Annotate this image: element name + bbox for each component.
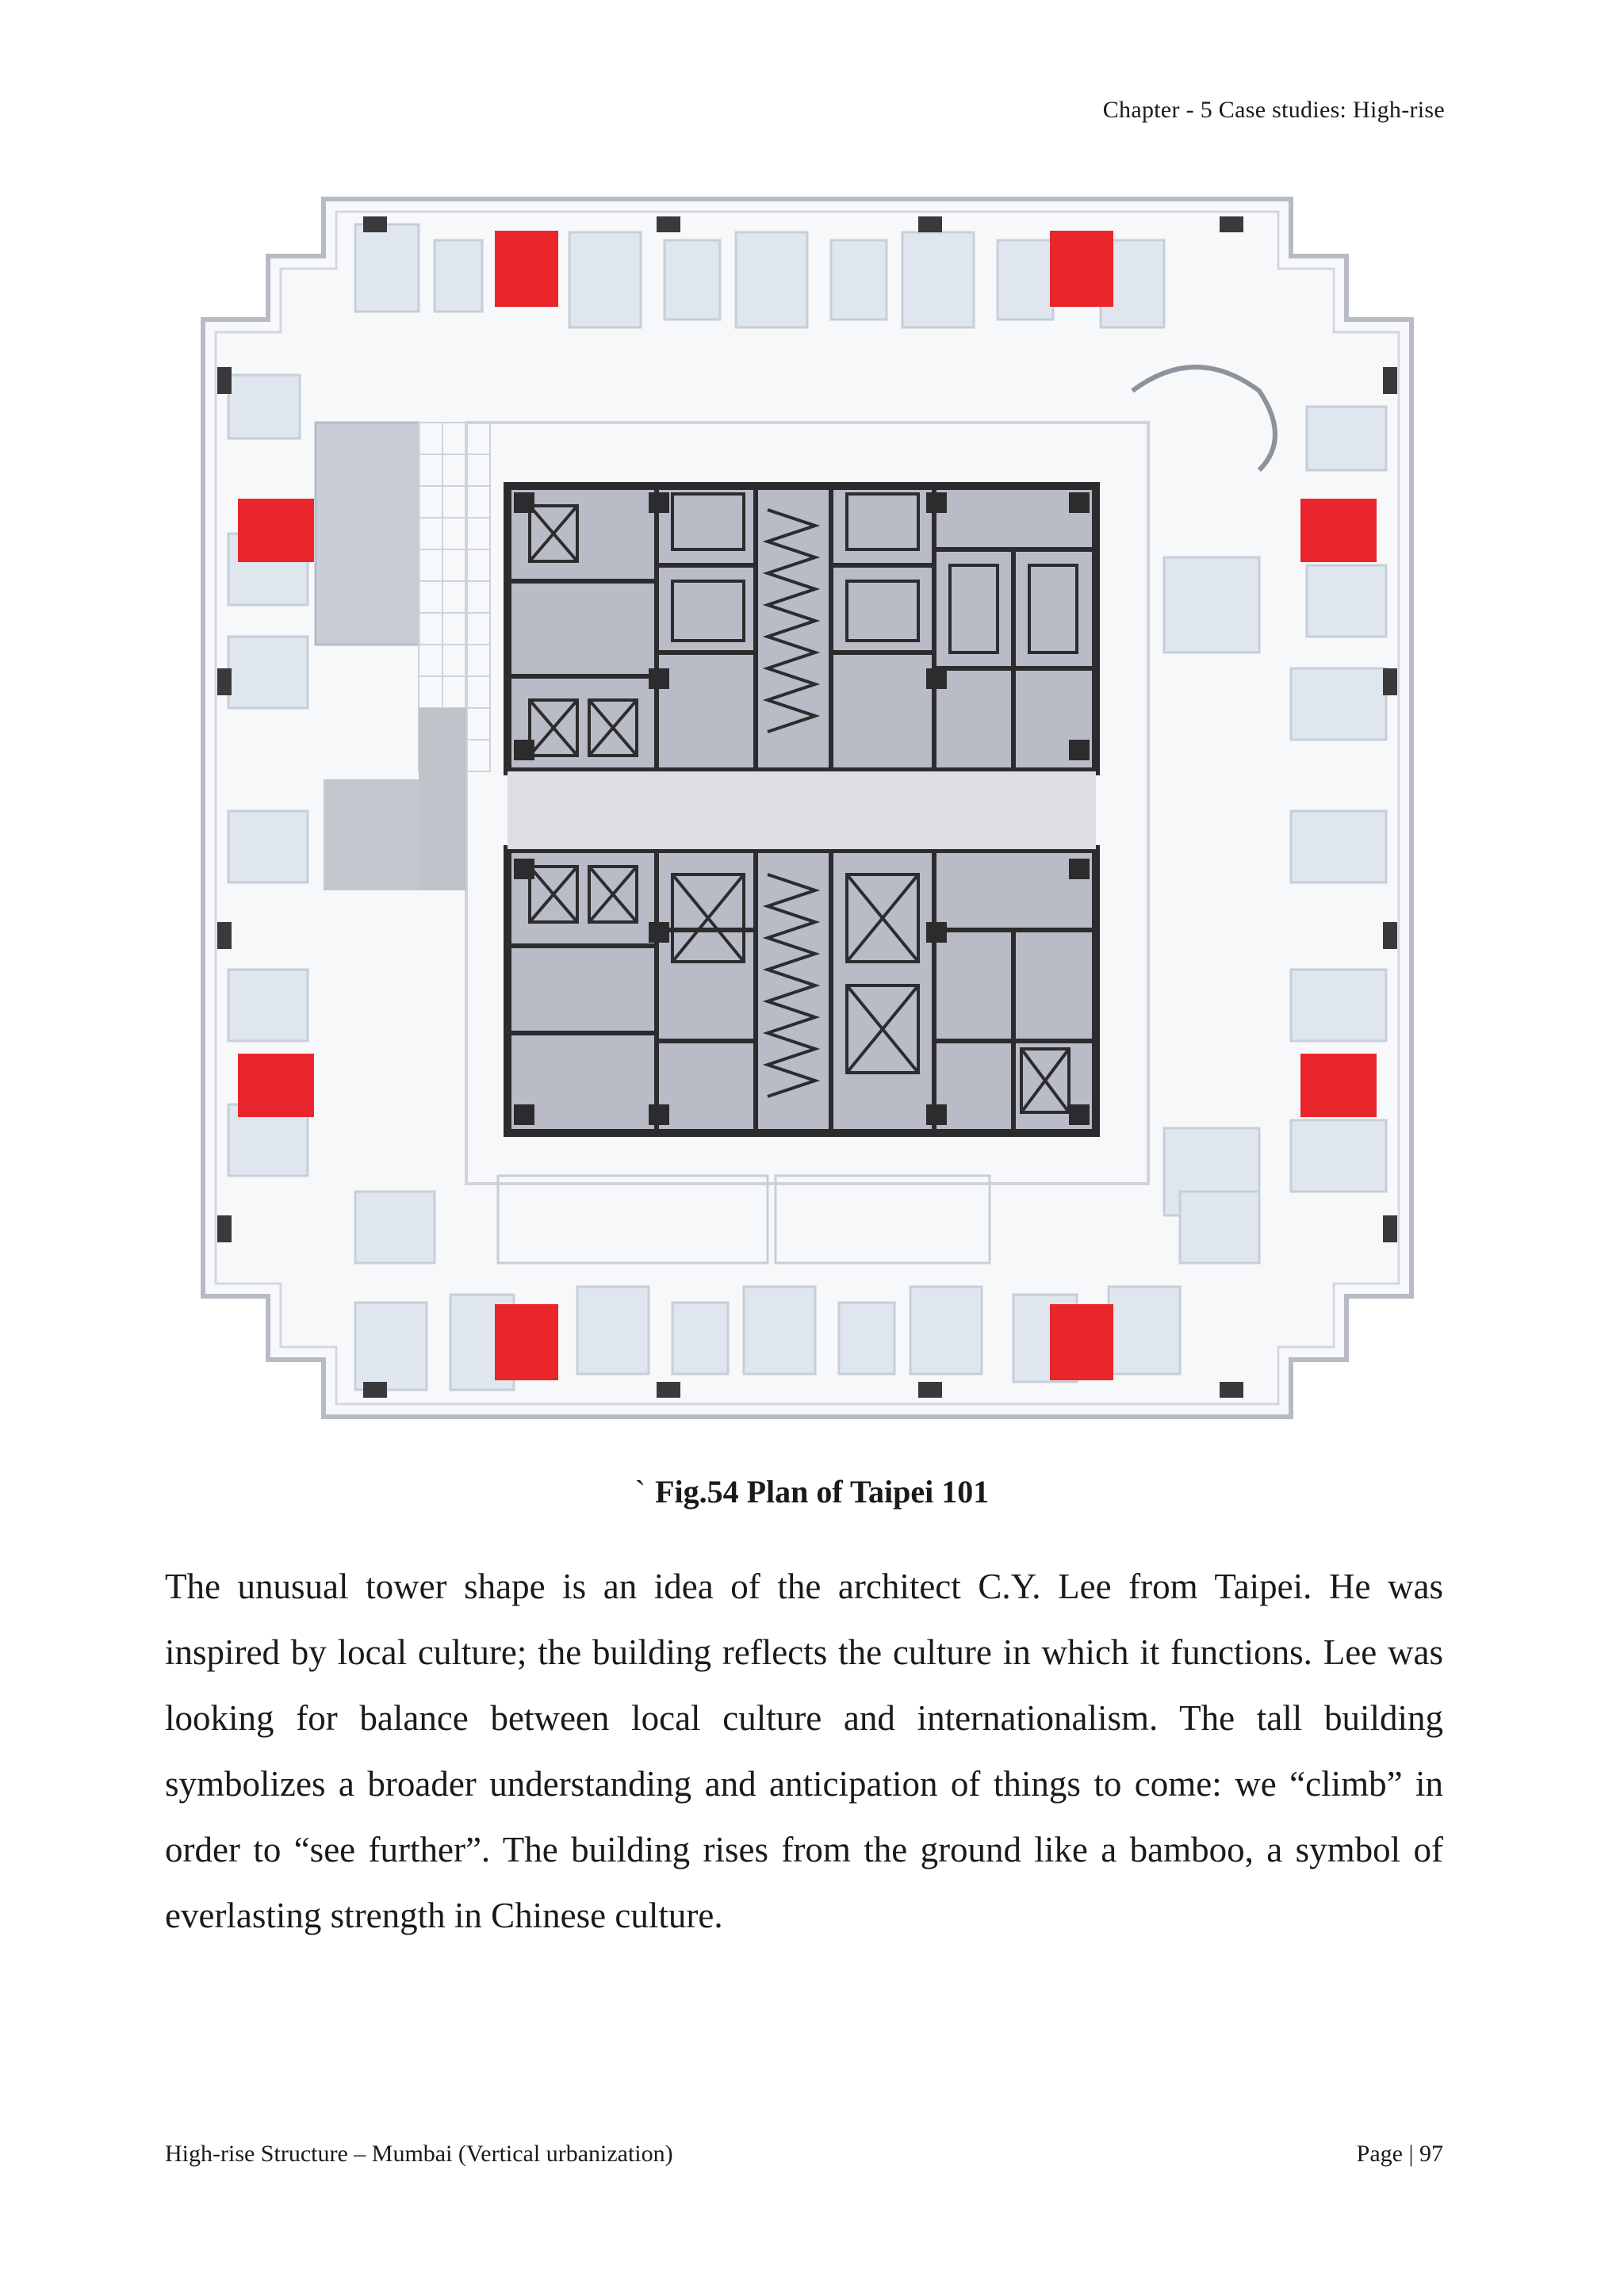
mega-column-right-lower <box>1300 1054 1377 1117</box>
footer-document-title: High-rise Structure – Mumbai (Vertical urbanization) <box>165 2141 673 2167</box>
floor-plan-figure <box>197 193 1418 1423</box>
service-area-left <box>316 423 419 645</box>
mega-column-bottom-right <box>1050 1304 1113 1380</box>
mega-column-top-left <box>495 231 558 307</box>
body-paragraph: The unusual tower shape is an idea of the architect C.Y. Lee from Taipei. He was inspired by local culture; the building reflects the culture in which it functions. Lee was looking for balance between local culture and internationalism. The tall building symbolizes a broader understanding and anticipation of things to come: we “climb” in order to “see further”. The building rises from the ground like a bamboo, a symbol of everlasting strength in Chinese culture. <box>165 1567 1443 1935</box>
gray-room-left-2 <box>419 708 466 890</box>
mega-column-top-right <box>1050 231 1113 307</box>
mega-column-bottom-left <box>495 1304 558 1380</box>
caption-marker: ` <box>634 1474 646 1510</box>
footer-page-number: Page | 97 <box>1356 2141 1443 2167</box>
chapter-header: Chapter - 5 Case studies: High-rise <box>1102 97 1445 123</box>
mega-column-left-lower <box>238 1054 314 1117</box>
mega-column-right-upper <box>1300 499 1377 562</box>
caption-text: Fig.54 Plan of Taipei 101 <box>655 1474 990 1510</box>
figure-caption <box>0 1473 1624 1510</box>
mega-column-left-upper <box>238 499 314 562</box>
core-corridor <box>508 771 1096 849</box>
gray-room-left <box>324 779 419 890</box>
floor-plan-drawing <box>197 193 1418 1423</box>
